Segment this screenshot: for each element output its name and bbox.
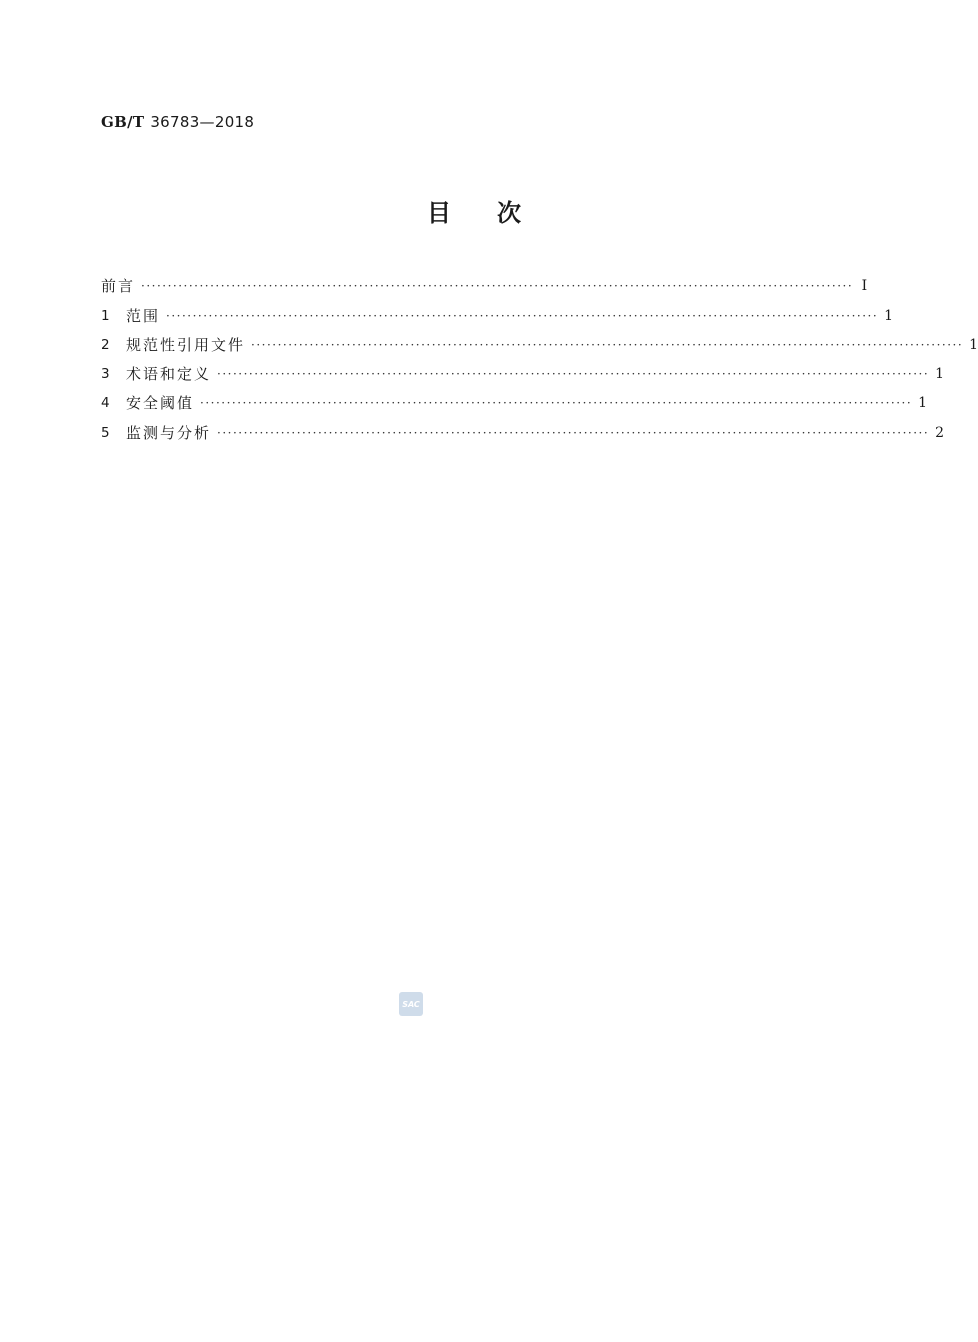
toc-entry-1[interactable] xyxy=(101,301,894,330)
toc-entry-label: 监测与分析 xyxy=(126,423,212,442)
standard-code: 36783—2018 xyxy=(150,113,255,131)
title-char-1: 目 xyxy=(427,199,453,227)
toc-entry-page: 1 xyxy=(969,336,978,353)
table-of-contents xyxy=(101,272,978,448)
sac-watermark-logo xyxy=(399,992,423,1016)
toc-entry-page: 1 xyxy=(918,395,928,412)
standard-prefix: GB/T xyxy=(101,113,145,131)
toc-entry-page: 2 xyxy=(935,424,945,441)
toc-entry-3[interactable] xyxy=(101,360,945,389)
toc-entry-label: 安全阈值 xyxy=(126,394,195,413)
toc-entry-5[interactable] xyxy=(101,418,945,447)
toc-entry-label: 范围 xyxy=(126,306,161,325)
dot-leader: ······································································································································ xyxy=(141,279,854,294)
toc-entry-number: 2 xyxy=(101,336,110,353)
toc-entry-foreword[interactable] xyxy=(101,272,868,301)
standard-number xyxy=(101,113,254,131)
toc-entry-number: 5 xyxy=(101,424,110,441)
dot-leader: ······································································································································ xyxy=(200,396,913,411)
toc-entry-2[interactable] xyxy=(101,331,978,360)
dot-leader: ······································································································································ xyxy=(217,367,930,382)
toc-entry-page: 1 xyxy=(935,366,945,383)
dot-leader: ······································································································································ xyxy=(251,337,964,352)
toc-entry-page: 1 xyxy=(884,307,894,324)
toc-entry-page: Ⅰ xyxy=(861,278,868,295)
dot-leader: ······································································································································ xyxy=(217,425,930,440)
toc-entry-number: 3 xyxy=(101,366,110,383)
title-char-2: 次 xyxy=(497,199,523,227)
sac-logo-icon xyxy=(399,992,423,1016)
toc-entry-number: 4 xyxy=(101,395,110,412)
toc-entry-label: 术语和定义 xyxy=(126,365,212,384)
watermark-text: SAC xyxy=(402,1000,420,1009)
toc-entry-label: 前言 xyxy=(101,277,136,296)
page-title xyxy=(0,193,950,228)
toc-entry-number: 1 xyxy=(101,307,110,324)
dot-leader: ······································································································································ xyxy=(166,308,879,323)
toc-entry-label: 规范性引用文件 xyxy=(126,335,246,354)
toc-entry-4[interactable] xyxy=(101,389,928,418)
